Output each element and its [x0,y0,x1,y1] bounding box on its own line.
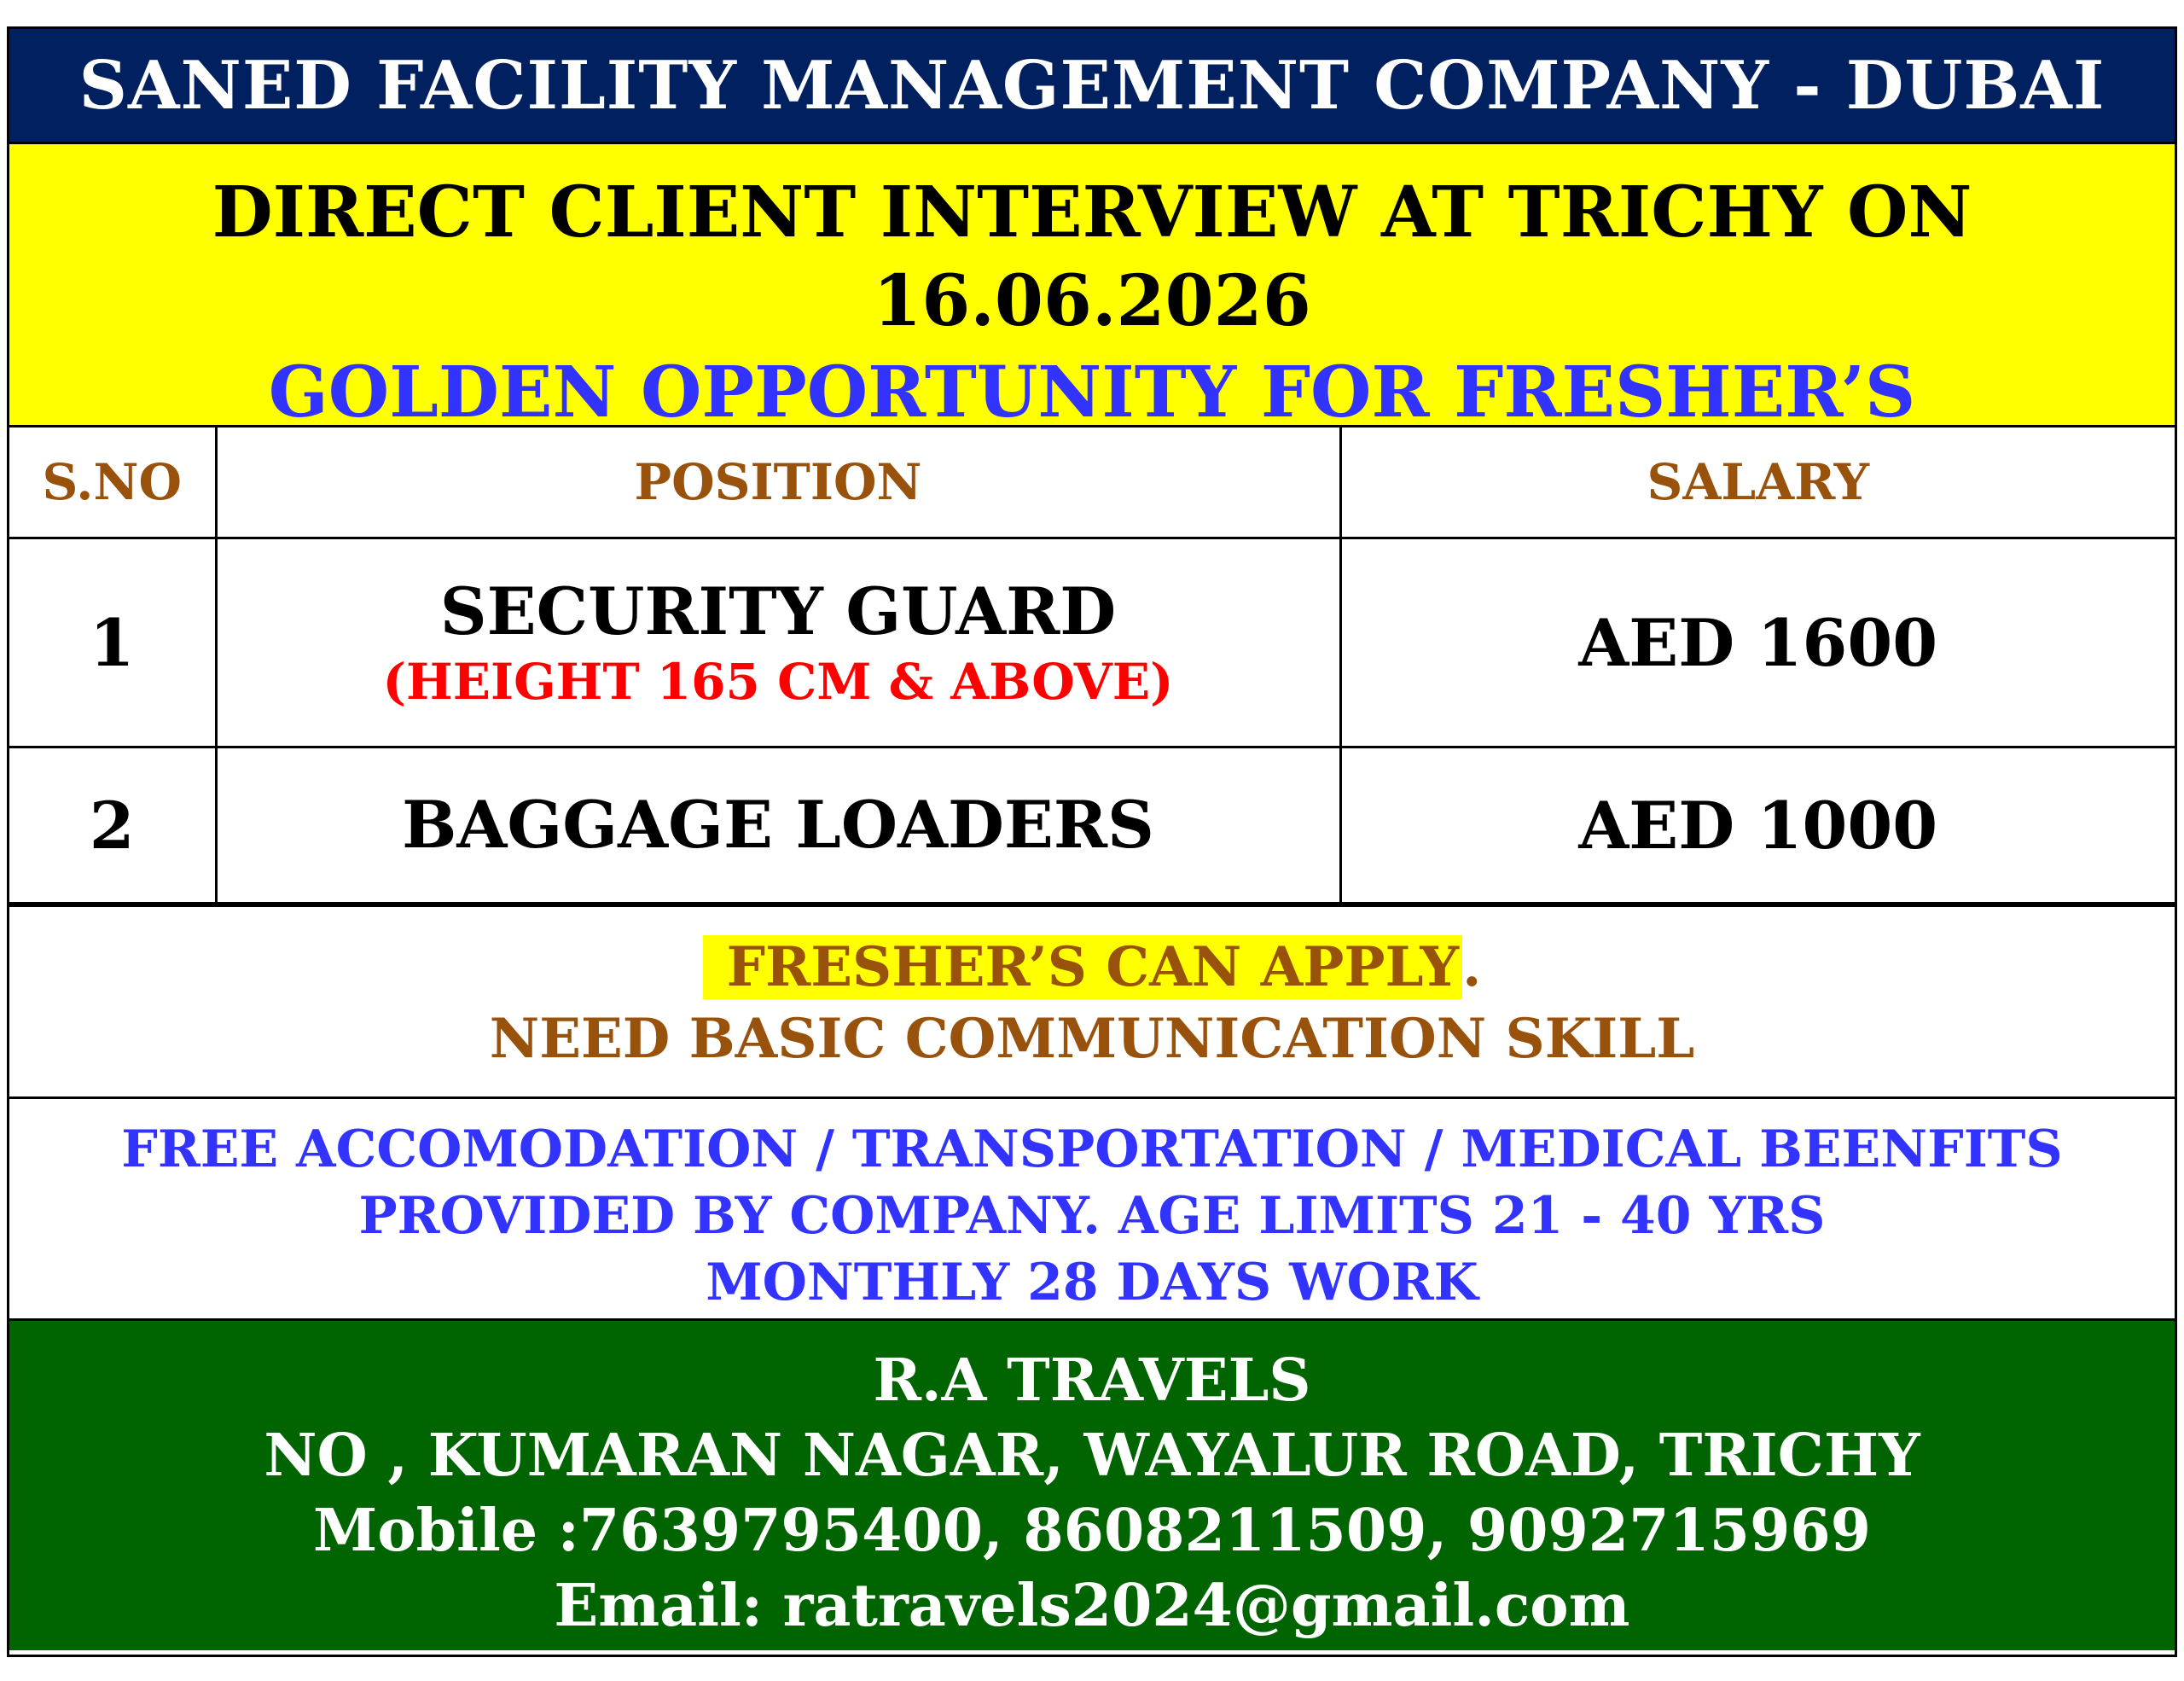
requirements-section [9,904,2175,1099]
table-header-row [9,428,2175,538]
position-cell [216,538,1340,747]
sno-cell: 2 [9,747,216,904]
position-title: BAGGAGE LOADERS [402,787,1154,863]
company-title: SANED FACILITY MANAGEMENT COMPANY - DUBAI [78,46,2106,125]
sno-column-header: S.NO [9,428,216,538]
benefits-section [9,1099,2175,1321]
salary-column-header: SALARY [1340,428,2175,538]
fresher-apply-line [9,933,2175,1003]
agency-address: NO , KUMARAN NAGAR, WAYALUR ROAD, TRICHY [264,1422,1920,1490]
fresher-apply-period: . [1462,935,1482,999]
interview-banner [9,144,2175,433]
position-title: SECURITY GUARD [439,573,1117,649]
age-limit-line: PROVIDED BY COMPANY. AGE LIMITS 21 - 40 YRS [358,1186,1826,1246]
golden-opportunity-text: GOLDEN OPPORTUNITY FOR FRESHER’S [268,352,1916,433]
contact-email: Email: ratravels2024@gmail.com [554,1572,1630,1640]
interview-heading: DIRECT CLIENT INTERVIEW AT TRICHY ON [212,172,1972,253]
table-row [9,538,2175,747]
benefits-line: FREE ACCOMODATION / TRANSPORTATION / MEDICAL BEENFITS [121,1120,2063,1179]
sno-cell: 1 [9,538,216,747]
position-requirement-note: (HEIGHT 165 CM & ABOVE) [382,653,1174,711]
work-days-line: MONTHLY 28 DAYS WORK [706,1253,1478,1312]
positions-table [9,428,2175,904]
agency-name: R.A TRAVELS [873,1347,1311,1415]
salary-cell: AED 1000 [1340,747,2175,904]
table-row [9,747,2175,904]
company-header [9,29,2175,144]
interview-date: 16.06.2026 [873,260,1311,342]
job-poster [7,26,2177,1657]
position-column-header: POSITION [216,428,1340,538]
contact-section [9,1321,2175,1650]
fresher-apply-highlight: FRESHER’S CAN APPLY [703,935,1462,999]
communication-skill-text: NEED BASIC COMMUNICATION SKILL [489,1007,1695,1071]
salary-cell: AED 1600 [1340,538,2175,747]
position-cell [216,747,1340,904]
mobile-numbers: Mobile :7639795400, 8608211509, 9092715969 [312,1497,1871,1565]
